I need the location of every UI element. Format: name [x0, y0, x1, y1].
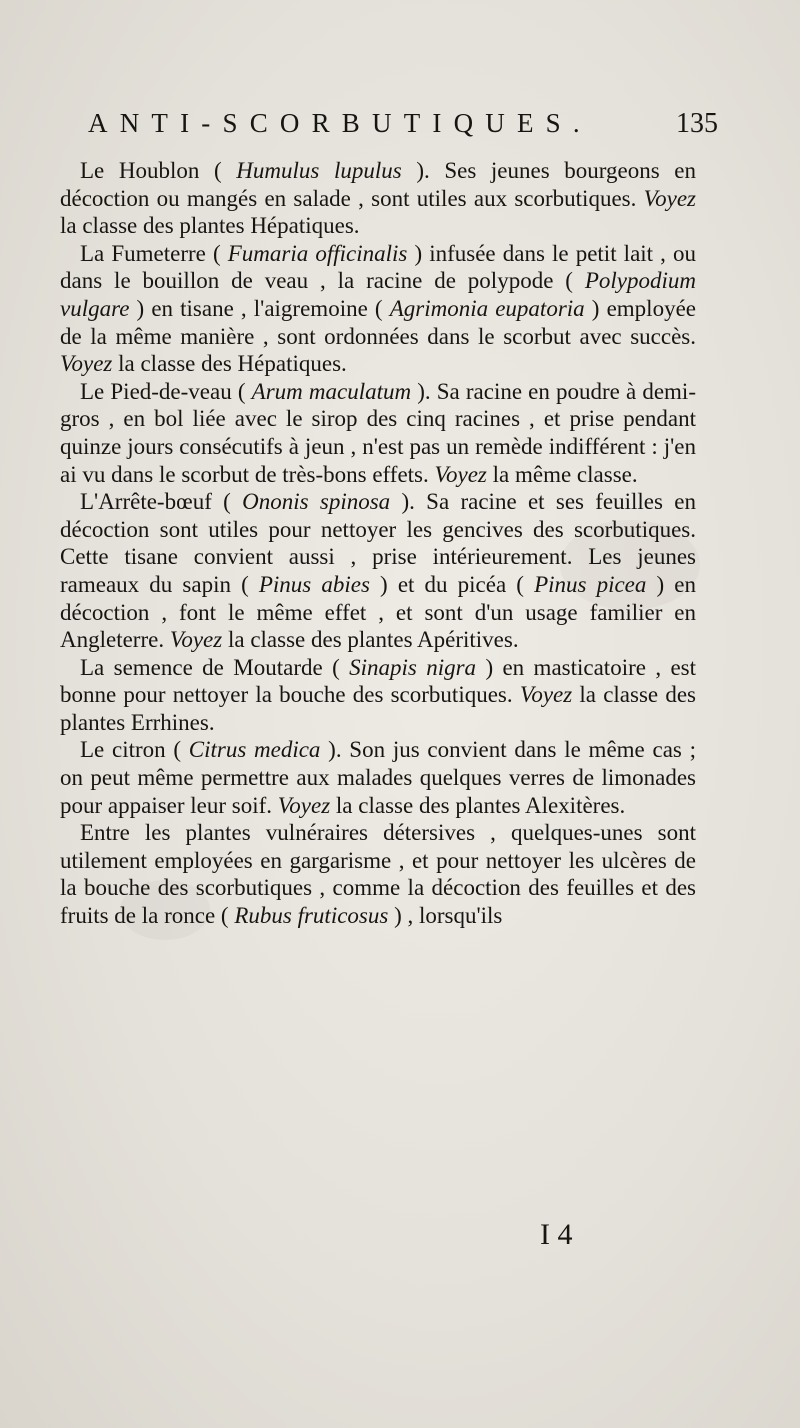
italic-term: Rubus fruticosus — [234, 903, 389, 929]
text-run: ) en tisane , l'aigremoine ( — [129, 295, 390, 321]
text-run: Le Pied-de-veau ( — [80, 378, 252, 404]
text-run: la classe des plantes Alexitères. — [330, 792, 626, 818]
paragraph — [60, 488, 696, 654]
text-run: ) en masticatoire , est bonne pour nettoyer la bouche des scorbutiques. — [60, 654, 697, 708]
paragraph — [60, 157, 696, 240]
italic-term: Arum maculatum — [251, 378, 412, 404]
text-run: ) infusée dans le petit lait , ou dans le bouillon de veau , la racine de polypode ( — [60, 240, 697, 294]
text-run: Le Houblon ( — [80, 158, 237, 183]
italic-term: Pinus abies — [258, 571, 370, 597]
italic-term: Humulus lupulus — [236, 158, 402, 183]
text-run: ) en décoction , font le même effet , et sont d'un usage familier en Angleterre. — [60, 571, 696, 653]
text-run: ) employée de la même manière , sont ordonnées dans le scorbut avec succès. — [60, 295, 696, 349]
text-run: la classe des Hépatiques. — [112, 351, 347, 377]
italic-term: Agrimonia eupatoria — [389, 295, 585, 321]
text-run: ). Son jus convient dans le même cas ; on peut même permettre aux malades quelques verres de limonades pour appaiser leur soif. — [60, 737, 696, 818]
running-title: ANTI-SCORBUTIQUES. — [88, 108, 592, 138]
italic-term: Ononis spinosa — [242, 489, 391, 515]
italic-term: Voyez — [519, 682, 573, 708]
body-text — [60, 157, 696, 930]
signature-mark: I 4 — [540, 1218, 573, 1251]
text-run: ). Sa racine en poudre à demi-gros , en bol liée avec le sirop des cinq racines , et prise pendant quinze jours consécutifs à jeun , n'est pas un remède indifférent : j'en ai vu dans le scorbut de très-bons effets. — [60, 378, 696, 487]
text-run: La semence de Moutarde ( — [80, 654, 350, 680]
italic-term: Voyez — [169, 627, 223, 653]
text-run: La Fumeterre ( — [80, 240, 228, 266]
text-run: ) , lorsqu'ils — [388, 903, 503, 929]
page-number: 135 — [676, 108, 718, 139]
text-run: la même classe. — [486, 461, 638, 487]
paragraph — [60, 736, 696, 819]
text-run: Entre les plantes vulnéraires détersives , quelques-unes sont utilement employées en gargarisme , et pour nettoyer les ulcères de la bouche des scorbutiques , comme la décoction des feuilles et des fruits de la ronce ( — [60, 820, 696, 929]
italic-term: Pinus picea — [534, 571, 647, 597]
paragraph — [60, 654, 696, 737]
italic-term: Voyez — [60, 351, 113, 377]
italic-term: Polypodium vulgare — [60, 268, 696, 321]
paragraph — [60, 378, 696, 488]
text-run: Le citron ( — [80, 737, 189, 763]
paragraph — [60, 240, 696, 378]
paragraph — [60, 819, 696, 929]
italic-term: Citrus medica — [188, 737, 321, 763]
text-run: la classe des plantes Errhines. — [60, 682, 696, 735]
italic-term: Voyez — [643, 185, 696, 211]
italic-term: Voyez — [434, 461, 487, 487]
italic-term: Voyez — [277, 792, 331, 818]
text-run: ) et du picéa ( — [369, 571, 535, 597]
page-header — [88, 108, 718, 148]
text-run: la classe des plantes Apéritives. — [222, 627, 519, 653]
text-run: la classe des plantes Hépatiques. — [60, 213, 360, 239]
text-run: L'Arrête-bœuf ( — [80, 489, 243, 515]
italic-term: Fumaria officinalis — [227, 240, 408, 266]
italic-term: Sinapis nigra — [349, 654, 477, 680]
text-run: ). Ses jeunes bourgeons en décoction ou mangés en salade , sont utiles aux scorbutiques. — [60, 158, 697, 211]
text-run: ). Sa racine et ses feuilles en décoction sont utiles pour nettoyer les gencives des scorbutiques. Cette tisane convient aussi , prise intérieurement. Les jeunes rameaux du sapin ( — [60, 489, 696, 597]
